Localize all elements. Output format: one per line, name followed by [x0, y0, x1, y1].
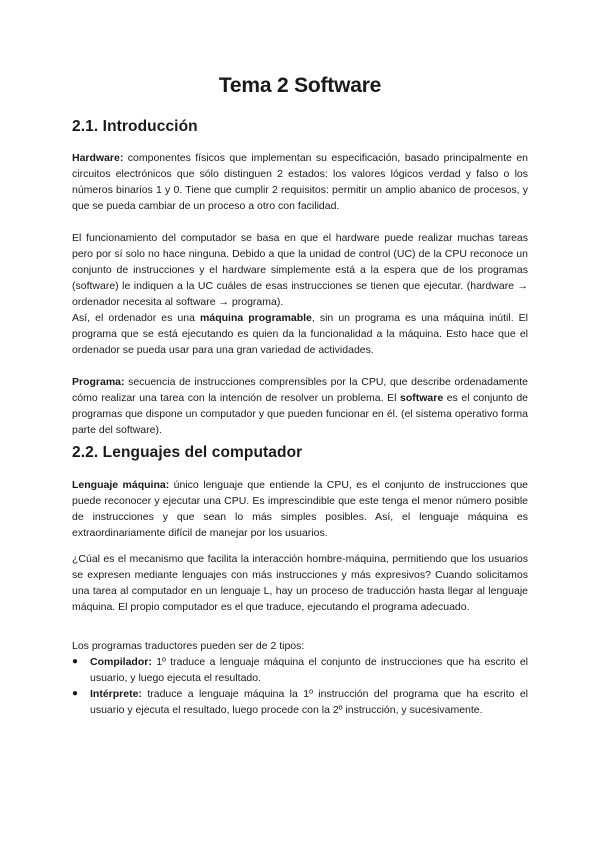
page-title: Tema 2 Software: [218, 74, 382, 97]
paragraph-lenguaje-maquina: [72, 477, 528, 541]
paragraph-mecanismo: ¿Cúal es el mecanismo que facilita la interacción hombre-máquina, permitiendo que los usuarios se expresen mediante lenguajes con más instrucciones y más expresivos? Cuando solicitamos una tarea al computador en un lenguaje L, hay un proceso de traducción hasta llegar al lenguaje máquina. El propio computador es el que traduce, ejecutando el programa adecuado.: [72, 553, 528, 613]
bullet-icon: ●: [72, 688, 79, 699]
paragraph-funcionamiento: El funcionamiento del computador se basa en que el hardware puede realizar muchas tareas pero por sí solo no hace ninguna. Debido a que la unidad de control (UC) de la CPU reconoce un conjunto de instrucciones y el hardware simplemente está a la espera que de los programas (software) le indiquen a la UC cuáles de esas instrucciones se tienen que ejecutar. (hardware → ordenador necesita al software → programa).: [72, 232, 528, 308]
term-software: software: [399, 392, 444, 404]
section-heading-lenguajes: 2.2. Lenguajes del computador: [72, 444, 303, 461]
translator-types-list: [72, 654, 528, 718]
paragraph-programa-a: secuencia de instrucciones comprensibles por la CPU, que describe ordenadamente cómo realizar una tarea con la intención de resolver un problema. El: [72, 376, 528, 404]
paragraph-lenguaje-maquina-text: único lenguaje que entiende la CPU, es el conjunto de instrucciones que puede reconocer y ejecutar una CPU. Es imprescindible que este tenga el menor número posible de instrucciones y que sean lo más simples posibles. Así, el lenguaje máquina es extraordinariamente difícil de manejar por los usuarios.: [72, 479, 528, 539]
list-item-interprete-text: traduce a lenguaje máquina la 1º instrucción del programa que ha escrito el usuario y ejecuta el resultado, luego procede con la 2º instrucción, y sucesivamente.: [90, 688, 528, 716]
paragraph-hardware-text: componentes físicos que implementan su especificación, basado principalmente en circuitos electrónicos que sólo distinguen 2 estados: los valores lógicos verdad y falso o los números binarios 1 y 0. Tiene que cumplir 2 requisitos: permitir un amplio abanico de procesos, y que se pueda cambiar de un proceso a otro con facilidad.: [72, 152, 528, 212]
term-maquina-programable: máquina programable: [200, 312, 312, 324]
paragraph-maquina-programable: [72, 310, 528, 358]
paragraph-programa-b: es el conjunto de programas que dispone un computador y que pueden funcionar en él. (el sistema operativo forma parte del software).: [72, 392, 528, 436]
paragraph-maquina-programable-b: , sin un programa es una máquina inútil. El programa que se está ejecutando es quien da la funcionalidad a la máquina. Esto hace que el ordenador se pueda usar para una gran variedad de actividades.: [72, 312, 529, 356]
term-lenguaje-maquina: Lenguaje máquina:: [72, 479, 170, 491]
paragraph-hardware: [72, 150, 528, 214]
term-programa: Programa:: [72, 376, 125, 388]
paragraph-programa: [72, 374, 528, 438]
section-heading-introduccion: 2.1. Introducción: [72, 118, 198, 135]
term-compilador: Compilador:: [90, 656, 152, 668]
bullet-icon: ●: [72, 656, 79, 667]
paragraph-maquina-programable-a: Así, el ordenador es una: [72, 312, 201, 324]
list-item-compilador-text: 1º traduce a lenguaje máquina el conjunto de instrucciones que ha escrito el usuario, y luego ejecuta el resultado.: [90, 656, 528, 684]
list-item-interprete: [72, 686, 528, 718]
paragraph-tipos-traductores: Los programas traductores pueden ser de 2 tipos:: [72, 640, 305, 652]
term-interprete: Intérprete:: [90, 688, 142, 700]
term-hardware: Hardware:: [72, 152, 124, 164]
list-item-compilador: [72, 654, 528, 686]
